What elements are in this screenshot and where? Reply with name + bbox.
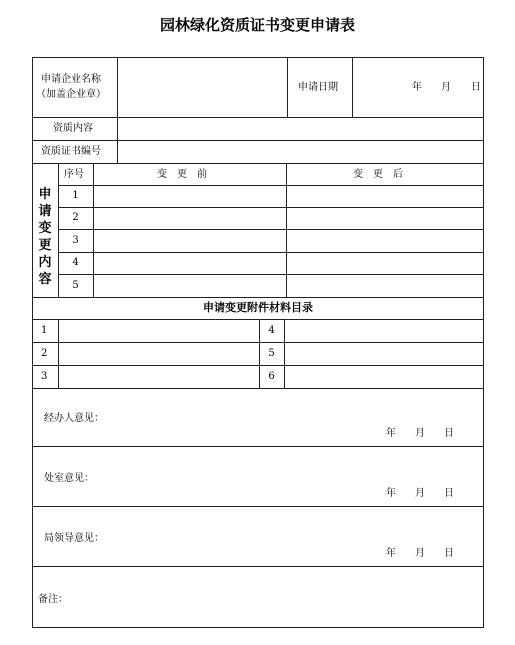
date-month: 月 (441, 82, 451, 93)
attachment-num: 6 (268, 371, 275, 382)
change-content-side-label: 申 请 变 更 内 容 (38, 187, 52, 287)
department-opinion-day: 日 (444, 488, 454, 499)
row-divider (32, 365, 484, 366)
column-divider (58, 319, 59, 388)
remarks-label: 备注： (38, 594, 68, 605)
attachment-num: 2 (41, 348, 48, 359)
row-divider (32, 506, 484, 507)
bureau-leader-opinion-year: 年 (386, 548, 396, 559)
after-change-header: 变 更 后 (353, 169, 403, 180)
page-title: 园林绿化资质证书变更申请表 (159, 16, 355, 34)
attachment-num: 5 (268, 348, 275, 359)
change-row-seq: 4 (72, 257, 79, 268)
handler-opinion-month: 月 (415, 428, 425, 439)
application-date-label: 申请日期 (298, 82, 338, 93)
row-divider (32, 117, 484, 118)
row-divider (32, 342, 484, 343)
attachment-num: 3 (41, 371, 48, 382)
column-divider (284, 319, 285, 388)
row-divider (32, 140, 484, 141)
handler-opinion-label: 经办人意见： (44, 413, 104, 424)
attachment-num: 4 (268, 325, 275, 336)
row-divider (32, 566, 484, 567)
row-divider (32, 388, 484, 389)
row-divider (58, 207, 484, 208)
sequence-header: 序号 (64, 169, 84, 180)
department-opinion-label: 处室意见： (44, 473, 94, 484)
department-opinion-month: 月 (415, 488, 425, 499)
qualification-content-label: 资质内容 (53, 123, 93, 134)
change-row-seq: 3 (72, 235, 79, 246)
column-divider (286, 163, 287, 297)
column-divider (93, 163, 94, 297)
handler-opinion-year: 年 (386, 428, 396, 439)
row-divider (58, 185, 484, 186)
attachment-num: 1 (41, 325, 48, 336)
bureau-leader-opinion-label: 局领导意见： (44, 533, 104, 544)
handler-opinion-day: 日 (444, 428, 454, 439)
column-divider (117, 57, 118, 163)
row-divider (32, 163, 484, 164)
row-divider (32, 297, 484, 298)
bureau-leader-opinion-month: 月 (415, 548, 425, 559)
column-divider (287, 57, 288, 117)
row-divider (32, 319, 484, 320)
department-opinion-year: 年 (386, 488, 396, 499)
column-divider (58, 163, 59, 297)
date-day: 日 (471, 82, 481, 93)
before-change-header: 变 更 前 (157, 169, 207, 180)
change-row-seq: 2 (72, 212, 79, 223)
row-divider (32, 446, 484, 447)
company-name-label: 申请企业名称 (41, 74, 101, 85)
change-row-seq: 1 (72, 190, 79, 201)
bureau-leader-opinion-day: 日 (444, 548, 454, 559)
row-divider (58, 252, 484, 253)
row-divider (58, 229, 484, 230)
row-divider (58, 274, 484, 275)
change-row-seq: 5 (72, 280, 79, 291)
company-seal-note: （加盖企业章） (36, 89, 106, 100)
column-divider (352, 57, 353, 117)
date-year: 年 (412, 82, 422, 93)
certificate-number-label: 资质证书编号 (41, 146, 101, 157)
attachments-title: 申请变更附件材料目录 (203, 301, 313, 314)
